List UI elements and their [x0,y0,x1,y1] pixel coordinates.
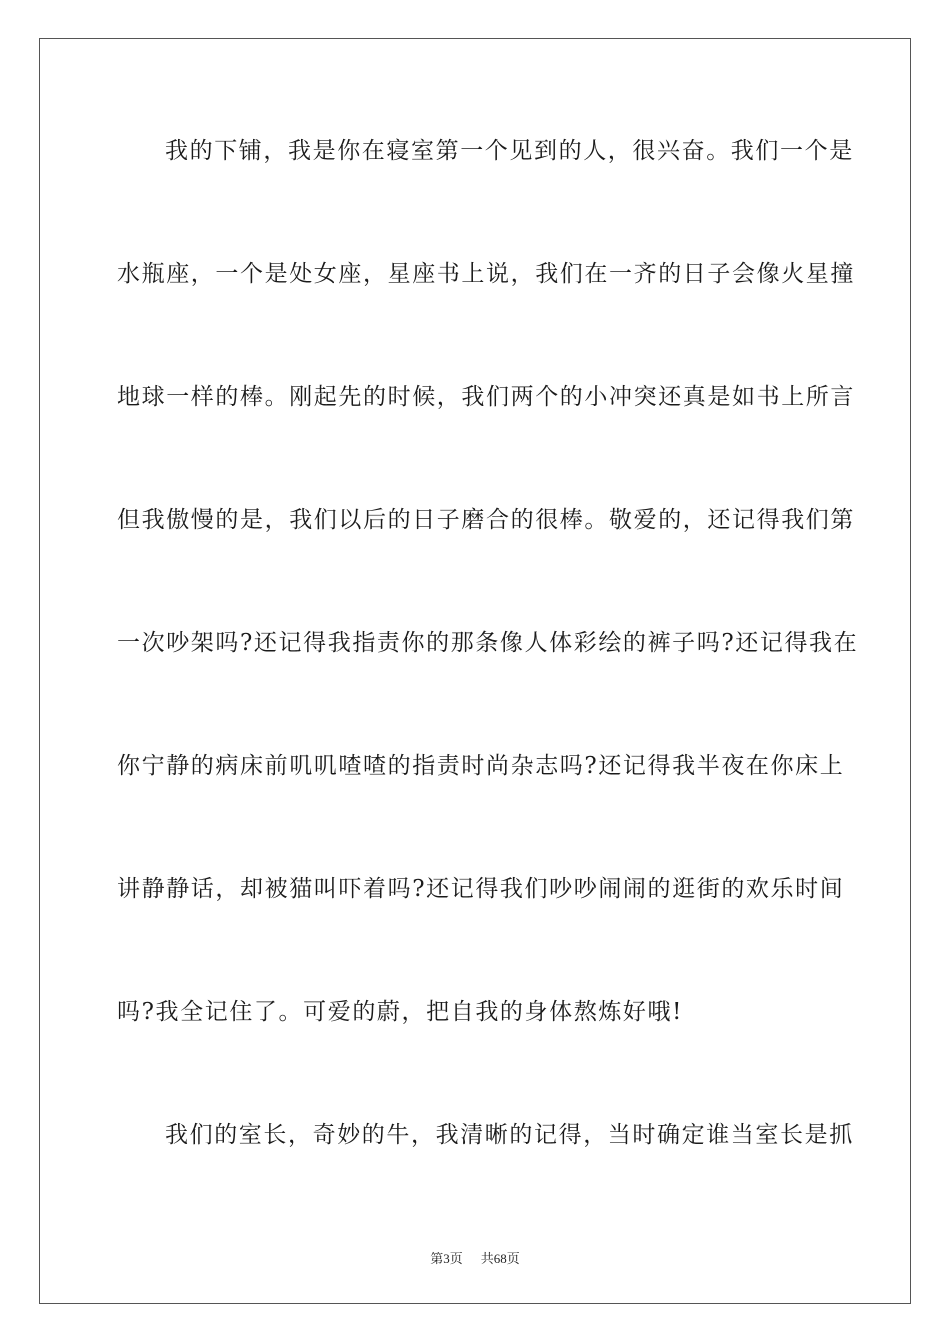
paragraph-1-line-7: 讲静静话，却被猫叫吓着吗?还记得我们吵吵闹闹的逛街的欢乐时间 [117,876,845,902]
paragraph-1-line-8: 吗?我全记住了。可爱的蔚，把自我的身体熬炼好哦! [117,999,683,1025]
page-footer [0,1248,950,1267]
paragraph-1-line-3: 地球一样的棒。刚起先的时候，我们两个的小冲突还真是如书上所言 [117,384,855,410]
page-total: 共68页 [480,1251,520,1266]
page-number: 第3页 [430,1251,463,1266]
paragraph-1-line-6: 你宁静的病床前叽叽喳喳的指责时尚杂志吗?还记得我半夜在你床上 [117,753,845,779]
paragraph-1-line-4: 但我傲慢的是，我们以后的日子磨合的很棒。敬爱的，还记得我们第 [117,507,855,533]
paragraph-1-line-2: 水瓶座，一个是处女座，星座书上说，我们在一齐的日子会像火星撞 [117,261,855,287]
paragraph-1-line-1: 我的下铺，我是你在寝室第一个见到的人，很兴奋。我们一个是 [165,138,854,164]
paragraph-2-line-1: 我们的室长，奇妙的牛，我清晰的记得，当时确定谁当室长是抓 [165,1122,854,1148]
paragraph-1-line-5: 一次吵架吗?还记得我指责你的那条像人体彩绘的裤子吗?还记得我在 [117,630,859,656]
